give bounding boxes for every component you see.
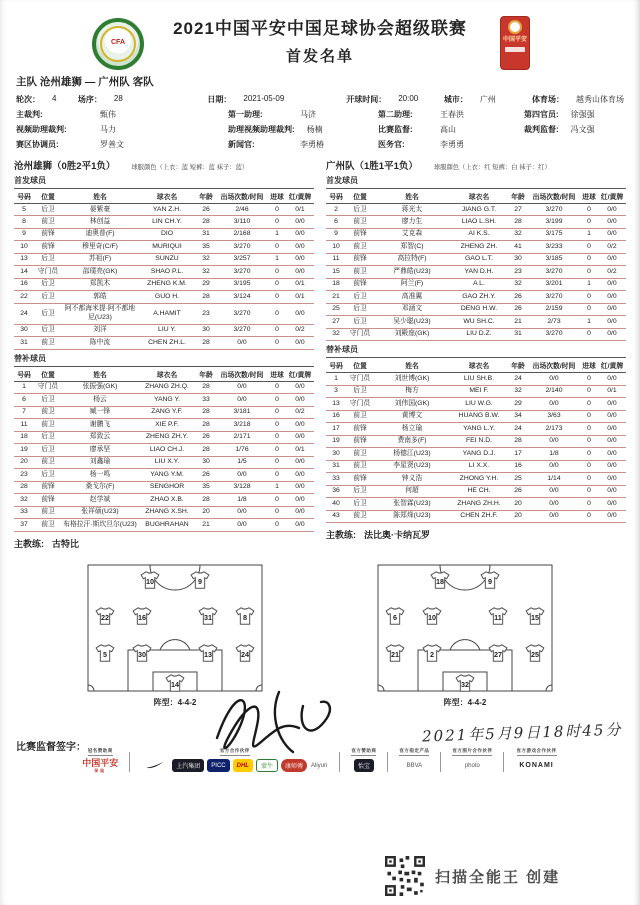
player-row: 1 守门员 张振强(GK) ZHANG ZH.Q. 28 0/0 0 0/0: [14, 381, 314, 393]
match-info: [0, 72, 640, 150]
player-jersey-icon: [455, 674, 475, 692]
qr-code-icon: [385, 856, 425, 896]
info-pair: 医务官: 李勇勇: [378, 140, 464, 149]
column-header: 进球: [268, 366, 286, 381]
column-header: 号码: [326, 189, 346, 204]
home-coach-line: 主教练: 古特比: [14, 538, 80, 549]
page-subtitle: 首发名单: [285, 48, 354, 65]
player-row: 18 后卫 郑致云 ZHENG ZH.Y. 26 2/171 0 0/0: [14, 431, 314, 443]
player-jersey-icon: [385, 607, 405, 625]
info-pair: 场序： 28: [77, 94, 123, 104]
svg-text:13: 13: [204, 650, 213, 660]
column-header: 号码: [326, 358, 346, 373]
column-header: 出场次数/时间: [216, 366, 268, 381]
away-subs-label: 替补球员: [326, 345, 358, 355]
sponsor-divider: [440, 752, 441, 772]
player-row: 19 后卫 廖承坚 LIAO CH.J. 28 1/76 0 0/1: [14, 444, 314, 456]
match-meta-row: [16, 94, 624, 105]
player-row: 43 前卫 陈郑烽(U23) CHEN ZH.F. 20 0/0 0 0/0: [326, 510, 626, 522]
info-pair: 视频助理裁判: 马力: [16, 125, 116, 134]
sponsor-divider: [339, 752, 340, 772]
page-title: 2021中国平安中国足球协会超级联赛: [173, 19, 467, 38]
column-header: 号码: [14, 189, 34, 204]
player-row: 20 前卫 刘鑫瑜 LIU X.Y. 30 1/5 0 0/0: [14, 456, 314, 468]
player-row: 2 后卫 蒋光太 JIANG G.T. 27 3/270 0 0/0: [326, 204, 626, 216]
column-header: 位置: [34, 189, 62, 204]
svg-text:18: 18: [436, 577, 445, 587]
player-row: 9 前锋 艾克森 AI K.S. 32 3/175 1 0/0: [326, 228, 626, 240]
player-jersey-icon: [235, 607, 255, 625]
info-pair: 城市： 广州: [443, 95, 496, 104]
player-row: 5 后卫 晏紫豪 YAN Z.H. 26 2/46 0 0/1: [14, 204, 314, 216]
player-row: 13 后卫 苏祖(F) SUNZU 32 3/257 1 0/0: [14, 253, 314, 265]
pingan-coin-icon: [508, 20, 522, 34]
player-row: 11 前卫 谢鹏飞 XIE P.F. 28 3/218 0 0/0: [14, 419, 314, 431]
column-header: 姓名: [62, 189, 138, 204]
officials-row-1: [16, 109, 624, 120]
home-starting-table: [14, 188, 314, 350]
camscanner-watermark: [385, 856, 560, 896]
home-subs-table: [14, 366, 314, 532]
svg-text:10: 10: [146, 577, 155, 587]
header: [0, 0, 640, 72]
officials-row-2: [16, 124, 624, 135]
home-team-name: 沧州雄狮（0胜2平1负）: [14, 161, 116, 172]
home-formation-label: 阵型：4-4-2: [153, 697, 197, 707]
sponsor-logo: BBVA: [406, 762, 423, 769]
player-jersey-icon: [422, 644, 442, 662]
sponsor-group: [141, 748, 328, 772]
svg-text:24: 24: [241, 650, 250, 660]
column-header: 姓名: [62, 366, 138, 381]
player-row: 13 守门员 刘伟国(GK) LIU W.G. 29 0/0 0 0/0: [326, 398, 626, 410]
player-row: 10 前锋 穆里奇(C/F) MURIQUI 35 3/270 0 0/0: [14, 241, 314, 253]
svg-text:25: 25: [531, 650, 540, 660]
sponsor-divider: [387, 752, 388, 772]
cfa-logo-text: CFA: [111, 39, 125, 46]
home-team-column: [14, 158, 314, 550]
sponsor-logo: 上汽集团: [172, 759, 204, 772]
svg-text:16: 16: [137, 612, 146, 622]
camscanner-text: 扫描全能王 创建: [435, 868, 561, 886]
info-pair: 开球时间： 20:00: [346, 94, 419, 104]
player-row: 6 前卫 廖力生 LIAO L.SH. 28 3/199 0 0/0: [326, 216, 626, 228]
column-header: 年龄: [508, 358, 528, 373]
column-header: 球衣名: [450, 358, 508, 373]
svg-text:15: 15: [531, 612, 540, 622]
svg-text:8: 8: [243, 612, 248, 622]
player-row: 17 前锋 杨立瑜 YANG L.Y. 24 2/173 0 0/0: [326, 423, 626, 435]
player-jersey-icon: [165, 674, 185, 692]
sponsor-logo: 怡宝: [354, 759, 374, 772]
player-row: 32 前锋 赵学斌 ZHAO X.B. 28 1/8 0 0/0: [14, 494, 314, 506]
home-subs-label: 替补球员: [14, 353, 46, 363]
sponsor-logo: DHL: [233, 759, 253, 772]
pingan-badge-text: 中国平安: [502, 37, 527, 43]
player-row: 16 后卫 郑凯木 ZHENG K.M. 29 3/195 0 0/1: [14, 278, 314, 290]
sponsor-group: [515, 748, 557, 772]
sponsor-logo: KONAMI: [519, 762, 554, 769]
pitch-outline: [377, 564, 553, 692]
info-pair: 日期： 2021-05-09: [207, 94, 285, 104]
svg-text:32: 32: [460, 679, 470, 689]
player-row: 23 后卫 杨一鸣 YANG Y.M. 26 0/0 0 0/0: [14, 469, 314, 481]
info-pair: 体育场： 越秀山体育场: [532, 95, 624, 104]
nike-swoosh-icon: [141, 759, 169, 772]
info-pair: 第一助理: 马济: [228, 110, 316, 119]
away-coach-line: 主教练: 法比奥·卡纳瓦罗: [326, 530, 430, 541]
column-header: 号码: [14, 366, 34, 381]
player-row: 10 前卫 郑智(C) ZHENG ZH. 41 3/233 0 0/2: [326, 241, 626, 253]
officials-row-3: [16, 139, 624, 150]
player-row: 31 前卫 李星贤(U23) LI X.X. 16 0/0 0 0/0: [326, 460, 626, 472]
info-pair: 新闻官: 李勇椿: [228, 140, 324, 149]
away-formation: [335, 564, 595, 708]
player-row: 8 前卫 林创益 LIN CH.Y. 28 3/110 0 0/0: [14, 216, 314, 228]
sponsor-divider: [129, 752, 130, 772]
svg-text:5: 5: [102, 650, 107, 660]
column-header: 进球: [580, 189, 598, 204]
sponsor-logo: 蒙牛: [256, 759, 278, 772]
sponsor-logo: PICC: [207, 759, 229, 772]
player-jersey-icon: [140, 571, 160, 589]
column-header: 红/黄牌: [598, 358, 626, 373]
away-team-name: 广州队（1胜1平1负）: [326, 161, 418, 172]
sponsor-group: [452, 748, 492, 772]
player-row: 31 前卫 陈中流 CHEN ZH.L. 28 0/0 0 0/0: [14, 337, 314, 349]
player-row: 30 后卫 刘洋 LIU Y. 30 3/270 0 0/2: [14, 324, 314, 336]
column-header: 进球: [580, 358, 598, 373]
column-header: 位置: [346, 189, 374, 204]
sponsor-group-label: 冠名赞助商: [88, 748, 113, 756]
away-subs-table: [326, 357, 626, 523]
column-header: 出场次数/时间: [528, 189, 580, 204]
info-pair: 轮次： 4: [16, 94, 57, 104]
column-header: 年龄: [196, 366, 216, 381]
column-header: 出场次数/时间: [528, 358, 580, 373]
svg-text:31: 31: [204, 612, 213, 622]
player-row: 14 守门员 邵璞亮(GK) SHAO P.L. 32 3/270 0 0/0: [14, 266, 314, 278]
sponsor-group: [82, 748, 118, 773]
player-jersey-icon: [488, 607, 508, 625]
player-row: 33 前卫 张祥硕(U23) ZHANG X.SH. 20 0/0 0 0/0: [14, 506, 314, 518]
info-pair: 主裁判: 甄伟: [16, 110, 116, 119]
player-row: 6 后卫 杨云 YANG Y. 33 0/0 0 0/0: [14, 394, 314, 406]
column-header: 位置: [346, 358, 374, 373]
info-pair: 第四官员: 徐强强: [524, 110, 595, 119]
svg-text:11: 11: [494, 612, 503, 622]
away-formation-label: 阵型：4-4-2: [443, 697, 487, 707]
player-row: 9 前锋 迪奥普(F) DIO 31 2/168 1 0/0: [14, 228, 314, 240]
column-header: 姓名: [374, 358, 450, 373]
rosters: [0, 154, 640, 550]
column-header: 球衣名: [450, 189, 508, 204]
column-header: 年龄: [508, 189, 528, 204]
player-row: 32 守门员 刘殿座(GK) LIU D.Z. 31 3/270 0 0/0: [326, 328, 626, 340]
sponsor-group-label: 官方合作伙伴: [220, 748, 250, 756]
column-header: 年龄: [196, 189, 216, 204]
player-row: 25 后卫 邓涵文 DENG H.W. 26 2/159 0 0/0: [326, 303, 626, 315]
column-header: 姓名: [374, 189, 450, 204]
player-row: 33 前锋 钟义浩 ZHONG Y.H. 25 1/14 0 0/0: [326, 473, 626, 485]
player-jersey-icon: [488, 644, 508, 662]
pingan-badge-icon: [500, 16, 530, 70]
player-row: 19 前锋 费南多(F) FEI N.D. 28 0/0 0 0/0: [326, 435, 626, 447]
supervisor-signature-label: 比赛监督签字：: [16, 741, 86, 753]
player-jersey-icon: [430, 571, 450, 589]
teams-line: 主队 沧州雄狮 — 广州队 客队: [16, 76, 154, 88]
svg-text:9: 9: [487, 577, 492, 587]
home-coach-name: 古特比: [52, 538, 80, 549]
home-starting-label: 首发球员: [14, 176, 46, 185]
sponsor-group-label: 官方赞助商: [351, 748, 376, 756]
sponsor-group-label: 官方游戏合作伙伴: [517, 748, 557, 756]
column-header: 球衣名: [138, 366, 196, 381]
column-header: 进球: [268, 189, 286, 204]
sponsor-group: [351, 748, 376, 772]
player-jersey-icon: [422, 607, 442, 625]
formation-pitch: [377, 564, 553, 692]
info-pair: 第二助理: 王春洪: [378, 110, 464, 119]
column-header: 红/黄牌: [286, 366, 314, 381]
player-row: 15 前卫 严鼎皓(U23) YAN D.H. 23 3/270 0 0/2: [326, 266, 626, 278]
player-row: 1 守门员 刘世博(GK) LIU SH.B. 24 0/0 0 0/0: [326, 373, 626, 385]
sponsor-strip: [0, 748, 640, 773]
player-jersey-icon: [480, 571, 500, 589]
player-jersey-icon: [95, 644, 115, 662]
sponsor-group-label: 官方图片合作伙伴: [452, 748, 492, 756]
handwritten-date: 2021年5月9日18时45分: [421, 720, 623, 746]
away-starting-label: 首发球员: [326, 176, 358, 185]
away-starting-table: [326, 188, 626, 341]
player-row: 28 前锋 桑戈尔(F) SENGHOR 35 3/128 1 0/0: [14, 481, 314, 493]
column-header: 出场次数/时间: [216, 189, 268, 204]
svg-text:6: 6: [392, 612, 397, 622]
player-row: 40 后卫 张智霖(U23) ZHANG ZH.H. 20 0/0 0 0/0: [326, 498, 626, 510]
away-kit-colors: 球服颜色（上衣：红 短裤：白 袜子：红）: [433, 164, 551, 171]
player-row: 11 前锋 高拉特(F) GAO L.T. 30 3/185 0 0/0: [326, 253, 626, 265]
player-jersey-icon: [198, 644, 218, 662]
column-header: 红/黄牌: [286, 189, 314, 204]
player-jersey-icon: [385, 644, 405, 662]
player-row: 36 后卫 何超 HE CH. 26 0/0 0 0/0: [326, 485, 626, 497]
formation-pitch: [87, 564, 263, 692]
player-jersey-icon: [95, 607, 115, 625]
svg-text:2: 2: [429, 650, 434, 660]
player-jersey-icon: [525, 644, 545, 662]
sponsor-group-label: 官方指定产品: [399, 748, 429, 756]
player-row: 21 后卫 高准翼 GAO ZH.Y. 26 3/270 0 0/0: [326, 291, 626, 303]
info-pair: 裁判监督: 冯文强: [524, 125, 595, 134]
info-pair: 赛区协调员: 罗善文: [16, 140, 124, 149]
sponsor-logo: photo: [464, 762, 480, 769]
player-row: 18 前锋 阿兰(F) A L. 32 3/201 1 0/0: [326, 278, 626, 290]
sponsor-group: [399, 748, 429, 772]
away-coach-name: 法比奥·卡纳瓦罗: [364, 530, 430, 541]
column-header: 球衣名: [138, 189, 196, 204]
player-row: 37 前卫 布格拉汗·斯坎旦尔(U23) BUGHRAHAN 21 0/0 0 0/0: [14, 519, 314, 531]
column-header: 红/黄牌: [598, 189, 626, 204]
svg-text:27: 27: [494, 650, 503, 660]
info-pair: 比赛监督: 高山: [378, 125, 456, 134]
player-jersey-icon: [525, 607, 545, 625]
pitch-outline: [87, 564, 263, 692]
cfa-logo-icon: [92, 18, 144, 70]
svg-text:9: 9: [197, 577, 202, 587]
sponsor-logo: 中国平安 保险: [82, 758, 119, 773]
player-jersey-icon: [198, 607, 218, 625]
player-jersey-icon: [235, 644, 255, 662]
player-row: 7 前卫 臧一锋 ZANG Y.F. 28 3/181 0 0/2: [14, 406, 314, 418]
player-row: 22 后卫 郭皓 GUO H. 28 3/124 0 0/1: [14, 291, 314, 303]
home-kit-colors: 球服颜色（上衣：蓝 短裤：蓝 袜子：蓝）: [131, 164, 249, 171]
sponsor-logo: 康师傅: [281, 759, 307, 772]
player-jersey-icon: [132, 607, 152, 625]
player-jersey-icon: [132, 644, 152, 662]
player-row: 16 前卫 黄博文 HUANG B.W. 34 3/63 0 0/0: [326, 410, 626, 422]
player-row: 30 前卫 杨德江(U23) YANG D.J. 17 1/8 0 0/0: [326, 448, 626, 460]
svg-text:22: 22: [100, 612, 109, 622]
away-team-column: [326, 158, 626, 550]
player-row: 24 后卫 阿不都海米提·阿不都地尼(U23) A.HAMIT 23 3/270 0 0/0: [14, 303, 314, 324]
sponsor-divider: [503, 752, 504, 772]
player-row: 27 后卫 吴少聪(U23) WU SH.C. 21 2/73 1 0/0: [326, 316, 626, 328]
sponsor-logo: Aliyun: [311, 762, 328, 769]
svg-text:21: 21: [390, 650, 399, 660]
svg-text:10: 10: [427, 612, 436, 622]
player-row: 3 后卫 梅方 MEI F. 32 2/140 0 0/1: [326, 385, 626, 397]
svg-text:14: 14: [170, 679, 180, 689]
svg-text:30: 30: [137, 650, 146, 660]
info-pair: 助理视频助理裁判: 杨楠: [228, 125, 323, 134]
player-jersey-icon: [190, 571, 210, 589]
column-header: 位置: [34, 366, 62, 381]
